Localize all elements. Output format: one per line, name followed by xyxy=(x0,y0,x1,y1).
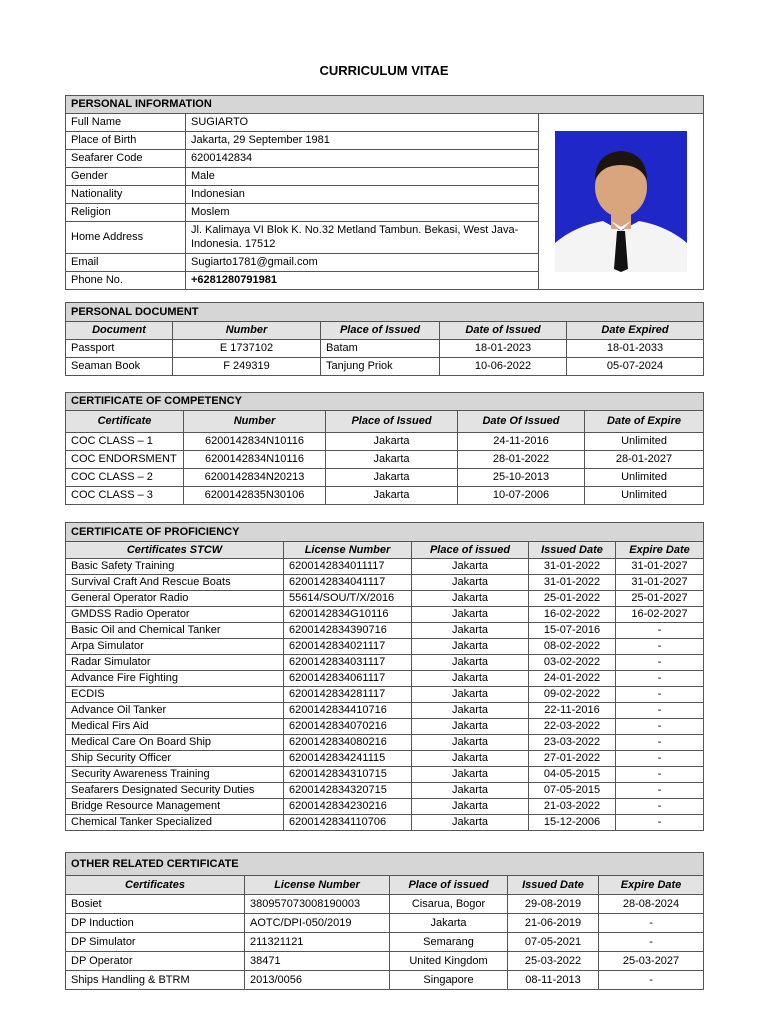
table-cell: Jakarta xyxy=(412,767,529,783)
table-cell: - xyxy=(616,671,704,687)
table-cell: Security Awareness Training xyxy=(66,767,284,783)
table-cell: 25-03-2022 xyxy=(508,952,599,971)
table-cell: 22-11-2016 xyxy=(529,703,616,719)
section-heading-personal-document: PERSONAL DOCUMENT xyxy=(66,303,704,322)
table-row xyxy=(66,655,704,671)
table-cell: Bosiet xyxy=(66,895,245,914)
phone-value: +6281280791981 xyxy=(186,272,539,290)
table-cell: 6200142834061117 xyxy=(284,671,412,687)
table-cell: - xyxy=(599,933,704,952)
table-cell: General Operator Radio xyxy=(66,591,284,607)
table-cell: Jakarta xyxy=(412,799,529,815)
table-cell: 07-05-2021 xyxy=(508,933,599,952)
table-cell: - xyxy=(616,799,704,815)
table-cell: 07-05-2015 xyxy=(529,783,616,799)
table-row xyxy=(66,591,704,607)
table-row xyxy=(66,340,704,358)
table-cell: 05-07-2024 xyxy=(567,358,704,376)
table-cell: 6200142835N30106 xyxy=(184,487,326,505)
table-cell: 28-08-2024 xyxy=(599,895,704,914)
field-label: Place of Birth xyxy=(66,132,186,150)
table-cell: 6200142834320715 xyxy=(284,783,412,799)
table-cell: COC CLASS – 3 xyxy=(66,487,184,505)
table-cell: F 249319 xyxy=(173,358,321,376)
table-cell: 6200142834011117 xyxy=(284,559,412,575)
table-cell: 28-01-2027 xyxy=(585,451,704,469)
table-cell: - xyxy=(616,783,704,799)
table-cell: Jakarta xyxy=(412,783,529,799)
table-cell: 24-11-2016 xyxy=(458,433,585,451)
table-cell: Jakarta xyxy=(412,591,529,607)
column-header: Certificate xyxy=(66,411,184,433)
table-cell: Jakarta xyxy=(412,719,529,735)
table-cell: 08-11-2013 xyxy=(508,971,599,990)
table-cell: 31-01-2022 xyxy=(529,575,616,591)
table-cell: Arpa Simulator xyxy=(66,639,284,655)
table-cell: - xyxy=(616,655,704,671)
table-cell: Medical Care On Board Ship xyxy=(66,735,284,751)
table-row xyxy=(66,575,704,591)
table-cell: 31-01-2027 xyxy=(616,559,704,575)
table-cell: DP Operator xyxy=(66,952,245,971)
table-cell: 6200142834390716 xyxy=(284,623,412,639)
table-row xyxy=(66,607,704,623)
table-row xyxy=(66,687,704,703)
table-row xyxy=(66,751,704,767)
home-address-value: Jl. Kalimaya VI Blok K. No.32 Metland Tambun. Bekasi, West Java- Indonesia. 17512 xyxy=(186,222,539,254)
table-cell: Advance Fire Fighting xyxy=(66,671,284,687)
table-cell: - xyxy=(616,767,704,783)
full-name-value: SUGIARTO xyxy=(186,114,539,132)
table-cell: 6200142834310715 xyxy=(284,767,412,783)
table-row xyxy=(66,767,704,783)
table-cell: COC CLASS – 1 xyxy=(66,433,184,451)
table-cell: 04-05-2015 xyxy=(529,767,616,783)
table-cell: Jakarta xyxy=(412,687,529,703)
table-cell: 27-01-2022 xyxy=(529,751,616,767)
table-row xyxy=(66,952,704,971)
table-cell: Singapore xyxy=(390,971,508,990)
column-header: Place of Issued xyxy=(321,322,440,340)
table-cell: 18-01-2033 xyxy=(567,340,704,358)
table-cell: Basic Safety Training xyxy=(66,559,284,575)
field-label: Full Name xyxy=(66,114,186,132)
table-cell: 6200142834N10116 xyxy=(184,433,326,451)
table-cell: Jakarta xyxy=(412,607,529,623)
table-cell: Seafarers Designated Security Duties xyxy=(66,783,284,799)
column-header: Certificates xyxy=(66,876,245,895)
column-header: Number xyxy=(184,411,326,433)
table-cell: Bridge Resource Management xyxy=(66,799,284,815)
table-cell: Jakarta xyxy=(412,655,529,671)
nationality-value: Indonesian xyxy=(186,186,539,204)
table-cell: 29-08-2019 xyxy=(508,895,599,914)
table-cell: 16-02-2027 xyxy=(616,607,704,623)
personal-information-table xyxy=(65,95,704,290)
table-cell: Ship Security Officer xyxy=(66,751,284,767)
column-header: Place of issued xyxy=(412,542,529,559)
field-label: Home Address xyxy=(66,222,186,254)
table-cell: 380957073008190003 xyxy=(245,895,390,914)
table-cell: - xyxy=(616,703,704,719)
column-header: Number xyxy=(173,322,321,340)
column-header: Date Expired xyxy=(567,322,704,340)
table-cell: 15-12-2006 xyxy=(529,815,616,831)
column-header: Place of issued xyxy=(390,876,508,895)
table-row xyxy=(66,895,704,914)
column-header: Expire Date xyxy=(599,876,704,895)
table-cell: 16-02-2022 xyxy=(529,607,616,623)
table-cell: 6200142834N10116 xyxy=(184,451,326,469)
table-cell: DP Induction xyxy=(66,914,245,933)
table-cell: - xyxy=(616,815,704,831)
table-cell: COC CLASS – 2 xyxy=(66,469,184,487)
table-cell: 21-06-2019 xyxy=(508,914,599,933)
table-cell: 6200142834N20213 xyxy=(184,469,326,487)
table-cell: Jakarta xyxy=(412,703,529,719)
email-value: Sugiarto1781@gmail.com xyxy=(186,254,539,272)
table-cell: E 1737102 xyxy=(173,340,321,358)
table-cell: Jakarta xyxy=(390,914,508,933)
field-label: Nationality xyxy=(66,186,186,204)
table-cell: Passport xyxy=(66,340,173,358)
table-cell: Seaman Book xyxy=(66,358,173,376)
table-row xyxy=(66,719,704,735)
table-cell: Unlimited xyxy=(585,487,704,505)
table-row xyxy=(66,451,704,469)
table-cell: 6200142834021117 xyxy=(284,639,412,655)
table-cell: Survival Craft And Rescue Boats xyxy=(66,575,284,591)
section-heading-personal-information: PERSONAL INFORMATION xyxy=(66,96,704,114)
certificate-of-competency-table xyxy=(65,392,704,505)
table-cell: Jakarta xyxy=(412,815,529,831)
table-cell: Tanjung Priok xyxy=(321,358,440,376)
table-cell: Jakarta xyxy=(412,575,529,591)
column-header: License Number xyxy=(245,876,390,895)
table-cell: 24-01-2022 xyxy=(529,671,616,687)
table-row xyxy=(66,639,704,655)
table-cell: - xyxy=(616,751,704,767)
table-cell: Batam xyxy=(321,340,440,358)
table-cell: Unlimited xyxy=(585,433,704,451)
section-heading-certificate-of-competency: CERTIFICATE OF COMPETENCY xyxy=(66,393,704,411)
page-title: CURRICULUM VITAE xyxy=(319,63,449,78)
table-cell: Jakarta xyxy=(412,639,529,655)
table-cell: Medical Firs Aid xyxy=(66,719,284,735)
table-cell: 6200142834041117 xyxy=(284,575,412,591)
table-row xyxy=(66,559,704,575)
table-cell: 25-01-2022 xyxy=(529,591,616,607)
table-cell: Jakarta xyxy=(326,451,458,469)
column-header: Date Of Issued xyxy=(458,411,585,433)
table-cell: 25-01-2027 xyxy=(616,591,704,607)
table-cell: 38471 xyxy=(245,952,390,971)
table-cell: 25-10-2013 xyxy=(458,469,585,487)
field-label: Email xyxy=(66,254,186,272)
table-row xyxy=(66,933,704,952)
table-cell: 09-02-2022 xyxy=(529,687,616,703)
table-row xyxy=(66,799,704,815)
table-cell: Radar Simulator xyxy=(66,655,284,671)
table-cell: 18-01-2023 xyxy=(440,340,567,358)
portrait-illustration xyxy=(555,131,687,272)
field-label: Seafarer Code xyxy=(66,150,186,168)
table-cell: Jakarta xyxy=(412,751,529,767)
table-cell: Basic Oil and Chemical Tanker xyxy=(66,623,284,639)
table-cell: - xyxy=(616,623,704,639)
table-cell: 23-03-2022 xyxy=(529,735,616,751)
table-cell: AOTC/DPI-050/2019 xyxy=(245,914,390,933)
table-cell: Jakarta xyxy=(326,487,458,505)
gender-value: Male xyxy=(186,168,539,186)
table-cell: 03-02-2022 xyxy=(529,655,616,671)
table-cell: GMDSS Radio Operator xyxy=(66,607,284,623)
field-label: Gender xyxy=(66,168,186,186)
column-header: Certificates STCW xyxy=(66,542,284,559)
table-cell: 6200142834110706 xyxy=(284,815,412,831)
table-cell: 6200142834031117 xyxy=(284,655,412,671)
column-header: Date of Expire xyxy=(585,411,704,433)
photo-cell xyxy=(539,114,704,290)
column-header: Issued Date xyxy=(529,542,616,559)
column-header: Issued Date xyxy=(508,876,599,895)
table-row xyxy=(66,703,704,719)
column-header: Date of Issued xyxy=(440,322,567,340)
table-row xyxy=(66,623,704,639)
table-cell: Jakarta xyxy=(412,735,529,751)
table-row xyxy=(66,487,704,505)
column-header: Document xyxy=(66,322,173,340)
table-cell: 28-01-2022 xyxy=(458,451,585,469)
certificate-of-proficiency-table xyxy=(65,522,704,831)
table-cell: Cisarua, Bogor xyxy=(390,895,508,914)
table-cell: 6200142834241115 xyxy=(284,751,412,767)
table-row xyxy=(66,358,704,376)
table-cell: Unlimited xyxy=(585,469,704,487)
table-cell: Jakarta xyxy=(412,559,529,575)
table-cell: ECDIS xyxy=(66,687,284,703)
other-related-certificate-table xyxy=(65,852,704,990)
table-cell: 6200142834070216 xyxy=(284,719,412,735)
table-cell: 08-02-2022 xyxy=(529,639,616,655)
table-row xyxy=(66,914,704,933)
religion-value: Moslem xyxy=(186,204,539,222)
table-cell: Advance Oil Tanker xyxy=(66,703,284,719)
column-header: Expire Date xyxy=(616,542,704,559)
table-cell: COC ENDORSMENT xyxy=(66,451,184,469)
table-cell: Jakarta xyxy=(412,623,529,639)
table-cell: Chemical Tanker Specialized xyxy=(66,815,284,831)
table-cell: 10-06-2022 xyxy=(440,358,567,376)
table-cell: Ships Handling & BTRM xyxy=(66,971,245,990)
table-cell: 22-03-2022 xyxy=(529,719,616,735)
table-cell: 6200142834230216 xyxy=(284,799,412,815)
table-cell: Jakarta xyxy=(412,671,529,687)
section-heading-other-related-certificate: OTHER RELATED CERTIFICATE xyxy=(66,853,704,876)
personal-document-table xyxy=(65,302,704,376)
section-heading-certificate-of-proficiency: CERTIFICATE OF PROFICIENCY xyxy=(66,523,704,542)
place-of-birth-value: Jakarta, 29 September 1981 xyxy=(186,132,539,150)
table-cell: 6200142834410716 xyxy=(284,703,412,719)
table-row xyxy=(66,671,704,687)
table-cell: 21-03-2022 xyxy=(529,799,616,815)
table-row xyxy=(66,469,704,487)
table-cell: - xyxy=(616,735,704,751)
profile-photo xyxy=(555,131,687,272)
table-row xyxy=(66,735,704,751)
table-cell: - xyxy=(616,687,704,703)
field-label: Religion xyxy=(66,204,186,222)
table-cell: Jakarta xyxy=(326,469,458,487)
table-row xyxy=(66,971,704,990)
table-cell: Jakarta xyxy=(326,433,458,451)
table-cell: 2013/0056 xyxy=(245,971,390,990)
table-cell: 55614/SOU/T/X/2016 xyxy=(284,591,412,607)
table-row xyxy=(66,433,704,451)
column-header: License Number xyxy=(284,542,412,559)
table-cell: - xyxy=(616,719,704,735)
seafarer-code-value: 6200142834 xyxy=(186,150,539,168)
table-cell: 6200142834281117 xyxy=(284,687,412,703)
table-cell: - xyxy=(599,914,704,933)
table-cell: 31-01-2022 xyxy=(529,559,616,575)
table-cell: - xyxy=(599,971,704,990)
table-cell: Semarang xyxy=(390,933,508,952)
table-cell: 6200142834G10116 xyxy=(284,607,412,623)
table-row xyxy=(66,783,704,799)
table-cell: 211321121 xyxy=(245,933,390,952)
field-label: Phone No. xyxy=(66,272,186,290)
table-cell: 6200142834080216 xyxy=(284,735,412,751)
table-cell: United Kingdom xyxy=(390,952,508,971)
table-cell: 31-01-2027 xyxy=(616,575,704,591)
column-header: Place of Issued xyxy=(326,411,458,433)
table-cell: - xyxy=(616,639,704,655)
table-row xyxy=(66,815,704,831)
table-cell: 15-07-2016 xyxy=(529,623,616,639)
table-cell: 10-07-2006 xyxy=(458,487,585,505)
table-cell: DP Simulator xyxy=(66,933,245,952)
table-cell: 25-03-2027 xyxy=(599,952,704,971)
